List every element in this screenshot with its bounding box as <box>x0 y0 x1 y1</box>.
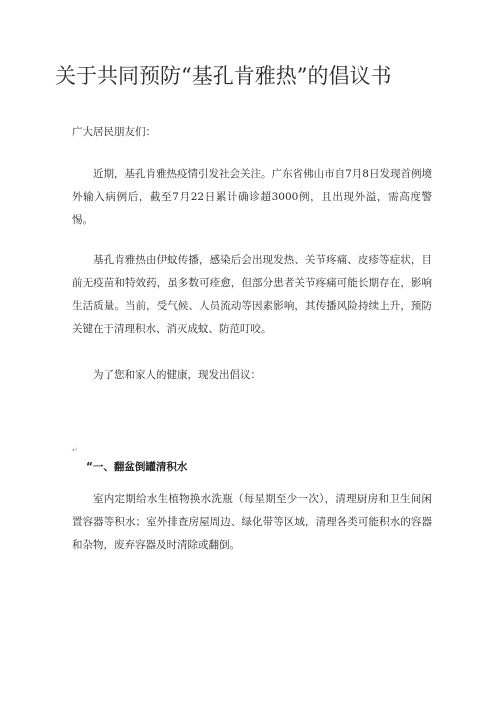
paragraph-initiative-intro: 为了您和家人的健康，现发出倡议： <box>93 369 261 381</box>
document-title: 关于共同预防“基孔肯雅热”的倡议书 <box>55 64 392 88</box>
paragraph-mark-icon: ↵ <box>72 446 78 454</box>
paragraph-outbreak-status: 近期，基孔肯雅热疫情引发社会关注。广东省佛山市自7月8日发现首例境外输入病例后，截至7月22日累计确诊超3000例，且出现外溢，需高度警惕。 <box>72 168 432 226</box>
section-body: 室内定期给水生植物换水洗瓶（每星期至少一次），清理厨房和卫生间闲置容器等积水；室外排查房屋周边、绿化带等区域，清理各类可能积水的容器和杂物，废弃容器及时清除或翻倒。 <box>72 493 432 551</box>
section-heading: “一、翻盆倒罐清积水 <box>86 461 188 473</box>
paragraph-disease-info: 基孔肯雅热由伊蚊传播，感染后会出现发热、关节疼痛、皮疹等症状，目前无疫苗和特效药，虽多数可痊愈，但部分患者关节疼痛可能长期存在，影响生活质量。当前，受气候、人员流动等因素影响，其传播风险持续上升，预防关键在于清理积水、消灭成蚊、防范叮咬。 <box>72 254 432 335</box>
salutation: 广大居民朋友们： <box>72 126 156 138</box>
